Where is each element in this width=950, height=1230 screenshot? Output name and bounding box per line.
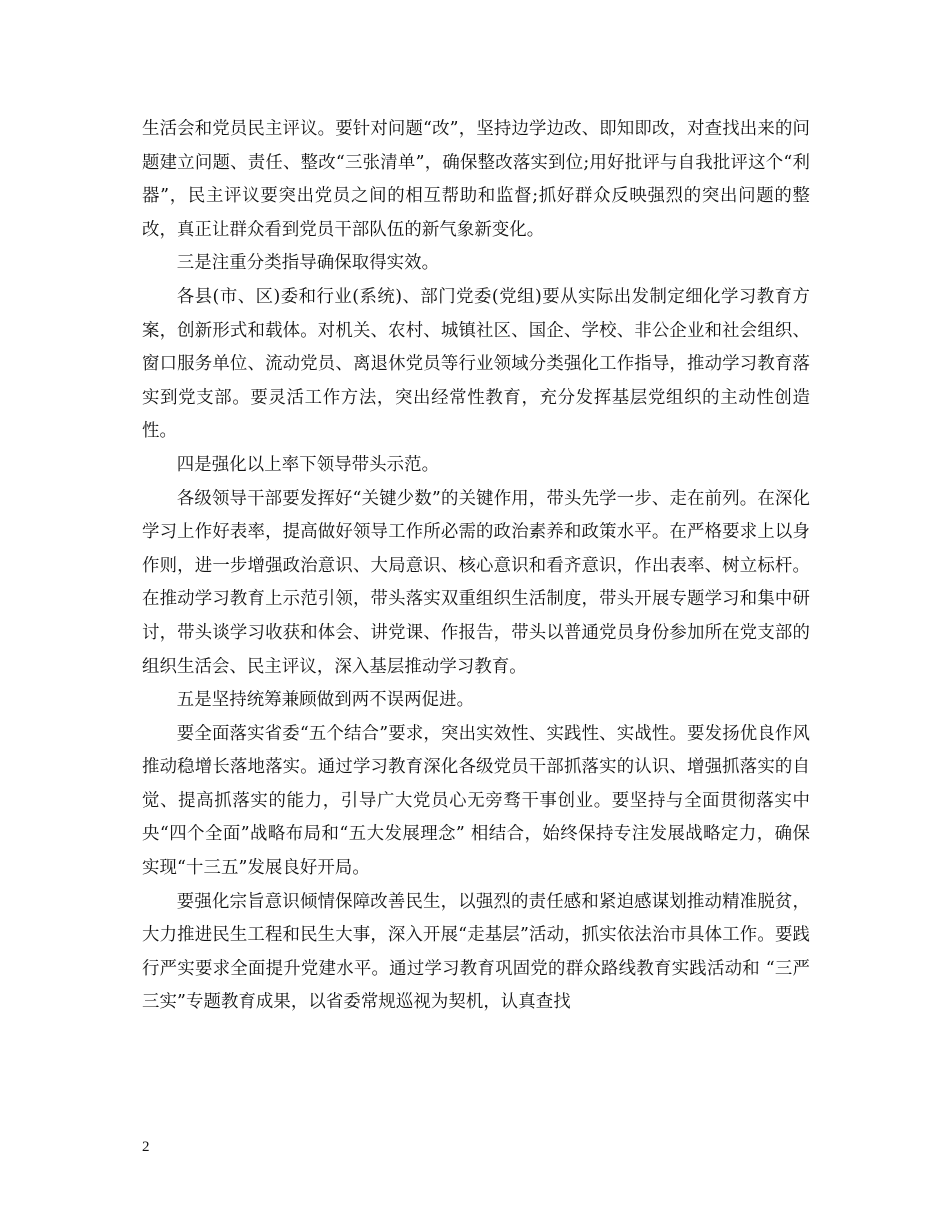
paragraph-7: 要全面落实省委“五个结合”要求，突出实效性、实践性、实战性。要发扬优良作风推动稳增长落地落实。通过学习教育深化各级党员干部抓落实的认识、增强抓落实的自觉、提高抓落实的能力，引导广大党员心无旁骛干事创业。要坚持与全面贯彻落实中央“四个全面”战略布局和“五大发展理念” 相结合，始终保持专注发展战略定力，确保实现“十三五”发展良好开局。: [142, 723, 810, 879]
paragraph-5: 各级领导干部要发挥好“关键少数”的关键作用，带头先学一步、走在前列。在深化学习上作好表率，提高做好领导工作所必需的政治素养和政策水平。在严格要求上以身作则，进一步增强政治意识、大局意识、核心意识和看齐意识，作出表率、树立标杆。在推动学习教育上示范引领，带头落实双重组织生活制度，带头开展专题学习和集中研讨，带头谈学习收获和体会、讲党课、作报告，带头以普通党员身份参加所在党支部的组织生活会、民主评议，深入基层推动学习教育。: [142, 488, 810, 677]
paragraph-1: 生活会和党员民主评议。要针对问题“改”，坚持边学边改、即知即改，对查找出来的问题建立问题、责任、整改“三张清单”，确保整改落实到位;用好批评与自我批评这个“利器”，民主评议要突出党员之间的相互帮助和监督;抓好群众反映强烈的突出问题的整改，真正让群众看到党员干部队伍的新气象新变化。: [142, 119, 810, 240]
paragraph-2-heading: 三是注重分类指导确保取得实效。: [176, 253, 440, 274]
paragraph-3: 各县(市、区)委和行业(系统)、部门党委(党组)要从实际出发制定细化学习教育方案，创新形式和载体。对机关、农村、城镇社区、国企、学校、非公企业和社会组织、窗口服务单位、流动党员、离退休党员等行业领域分类强化工作指导，推动学习教育落实到党支部。要灵活工作方法，突出经常性教育，充分发挥基层党组织的主动性创造性。: [142, 286, 810, 442]
paragraph-4-heading: 四是强化以上率下领导带头示范。: [176, 454, 440, 475]
page-number: 2: [142, 1139, 150, 1155]
paragraph-8: 要强化宗旨意识倾情保障改善民生，以强烈的责任感和紧迫感谋划推动精准脱贫，大力推进民生工程和民生大事，深入开展“走基层”活动，抓实依法治市具体工作。要践行严实要求全面提升党建水平。通过学习教育巩固党的群众路线教育实践活动和 “三严三实”专题教育成果，以省委常规巡视为契机，认真查找: [142, 891, 810, 1013]
paragraph-6-heading: 五是坚持统筹兼顾做到两不误两促进。: [176, 690, 475, 711]
page-body: [142, 113, 810, 1020]
